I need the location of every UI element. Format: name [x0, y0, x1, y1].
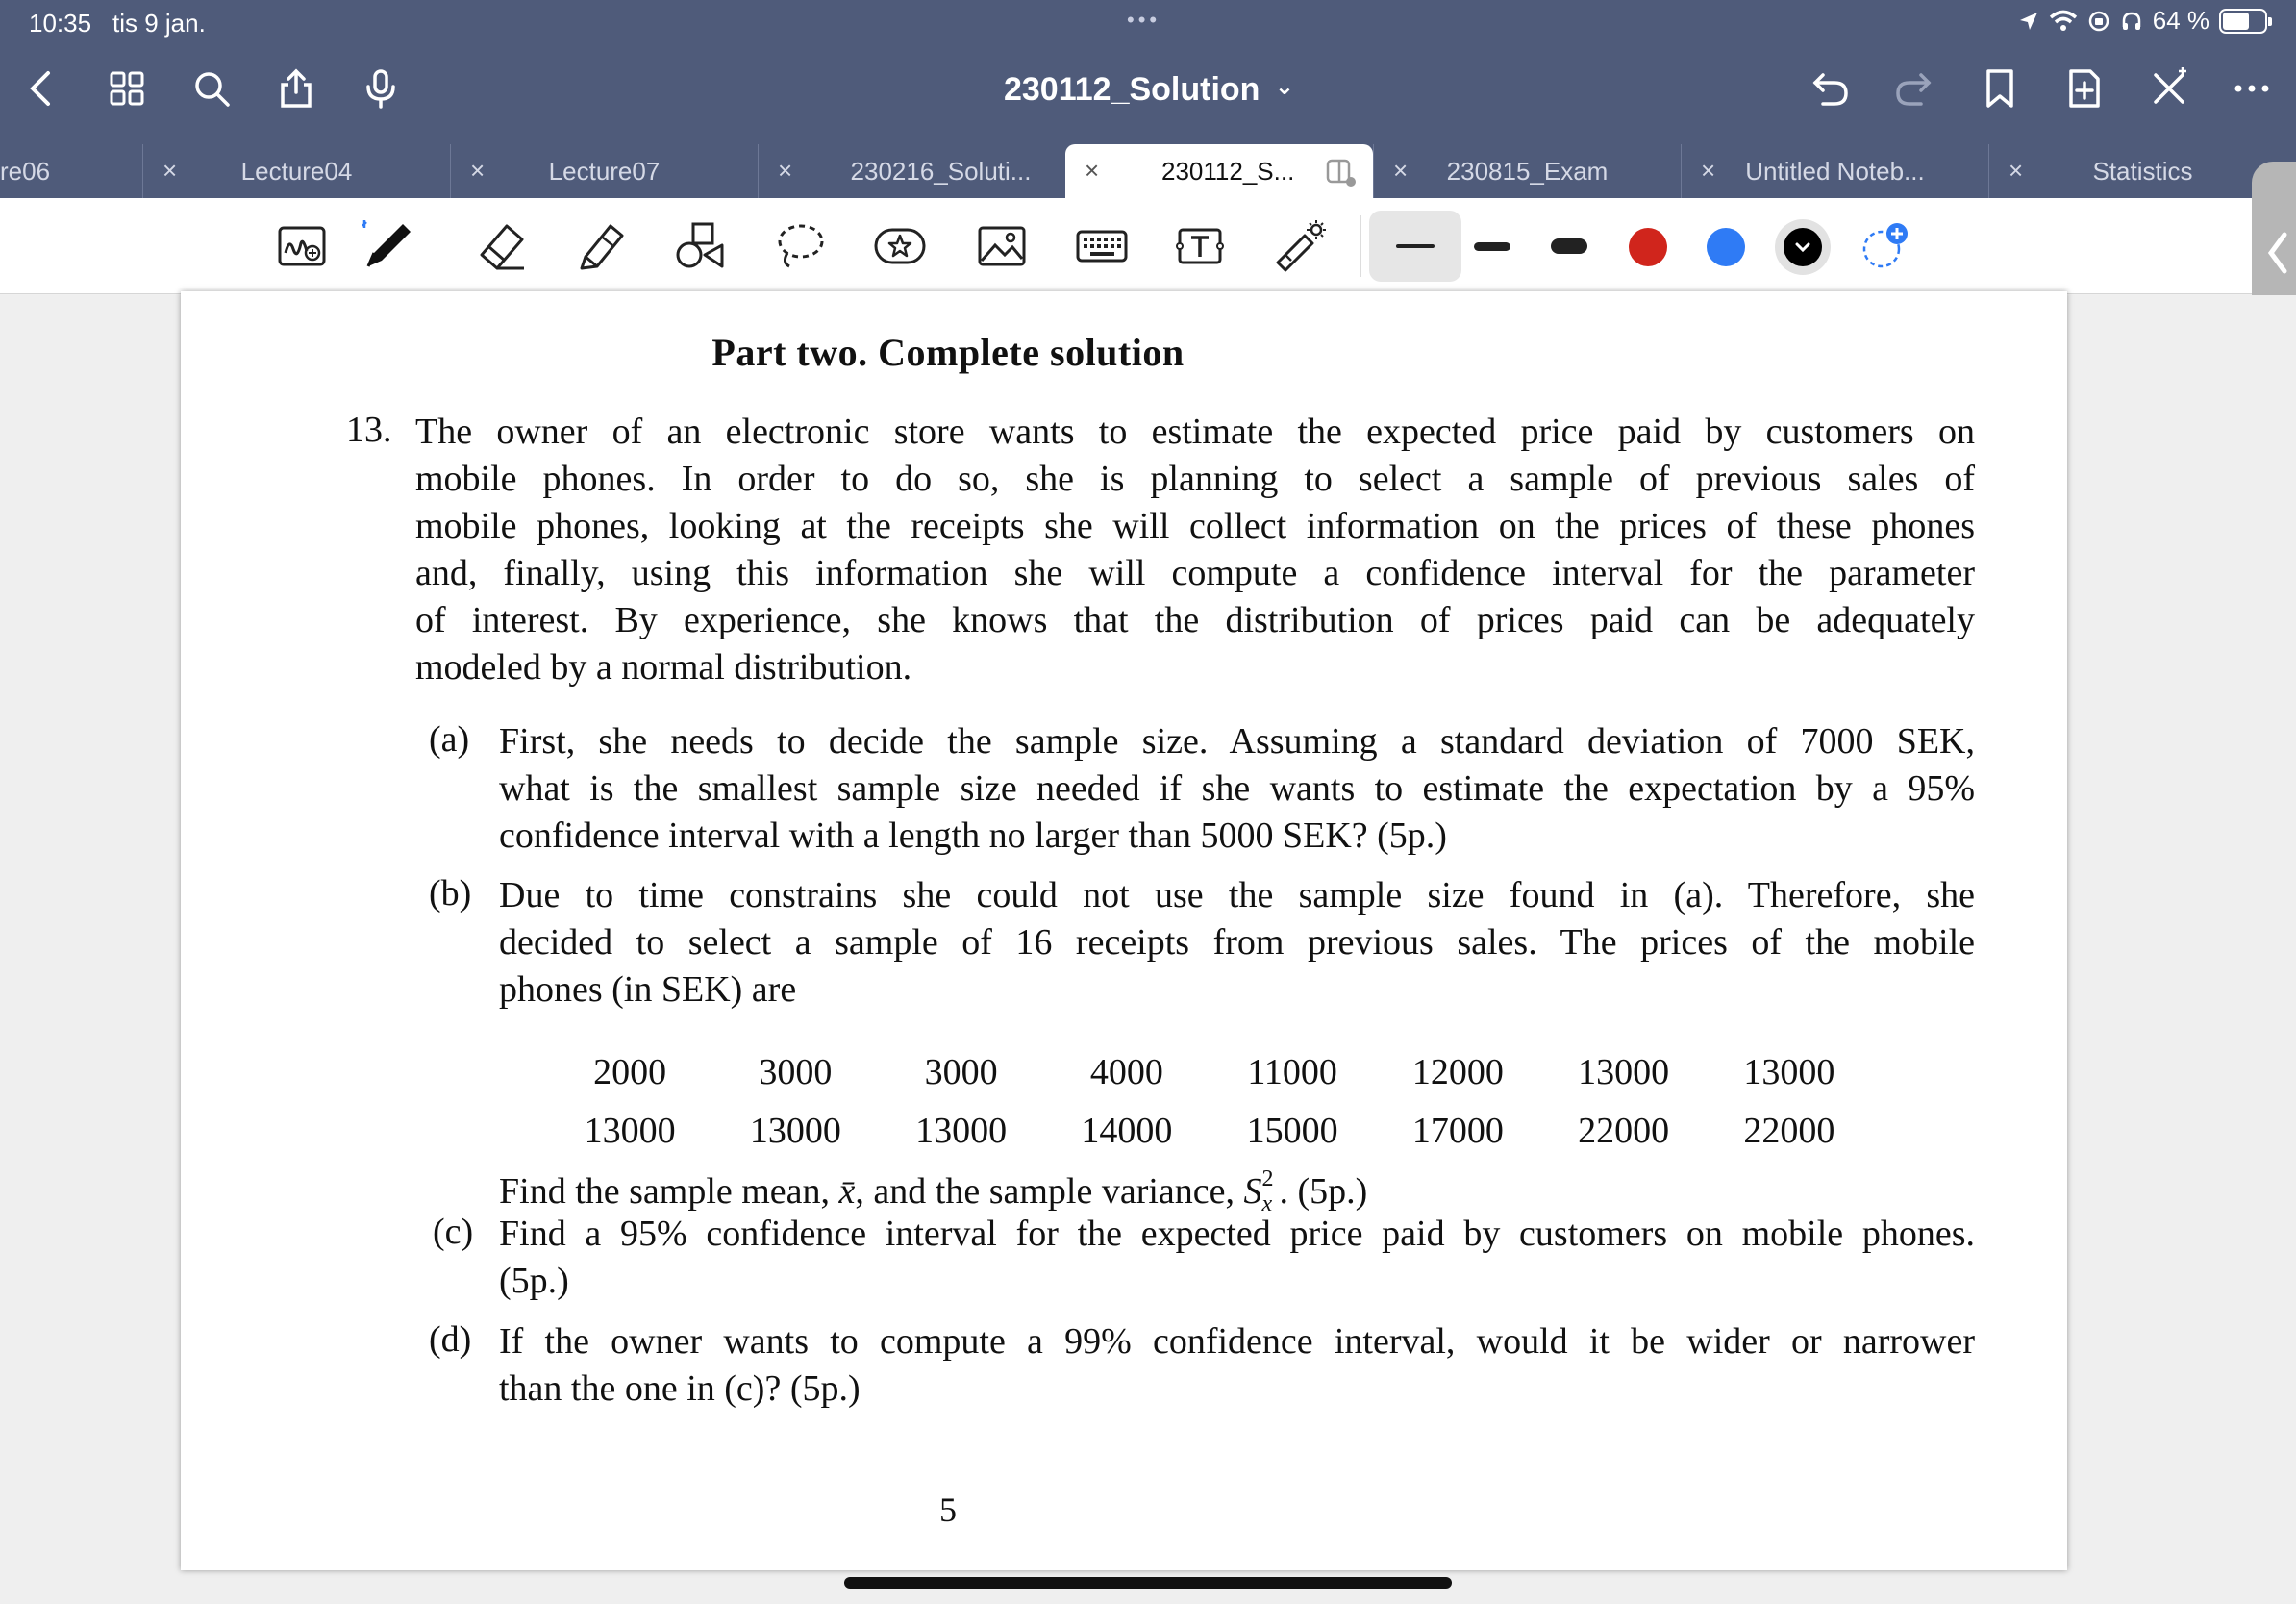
- text-line: than the one in (c)? (5p.): [499, 1368, 861, 1409]
- tab-re06[interactable]: re06: [0, 157, 51, 186]
- home-indicator[interactable]: [844, 1577, 1452, 1589]
- table-cell: 3000: [759, 1051, 833, 1092]
- table-row: [548, 1043, 1871, 1100]
- multitasking-dots-icon[interactable]: •••: [1127, 8, 1161, 32]
- table-cell: 4000: [1089, 1051, 1163, 1092]
- pdf-page[interactable]: [181, 291, 2067, 1570]
- text-line: The owner of an electronic store wants to estimate the expected price paid by customers on: [415, 412, 1975, 452]
- close-edit-icon[interactable]: [2146, 65, 2192, 112]
- table-cell: 14000: [1081, 1110, 1173, 1151]
- tab-lecture07[interactable]: × Lecture07: [450, 144, 758, 198]
- text-line: (5p.): [499, 1261, 569, 1301]
- orientation-lock-icon: [2087, 10, 2110, 33]
- text-line: decided to select a sample of 16 receipts from previous sales. The prices of the mobile: [499, 922, 1975, 963]
- handwriting-zoom-icon[interactable]: [271, 215, 333, 277]
- table-cell: 13000: [915, 1110, 1008, 1151]
- tab-230815-exam[interactable]: × 230815_Exam: [1373, 144, 1681, 198]
- tab-strip: [0, 138, 2296, 198]
- status-date: tis 9 jan.: [112, 9, 206, 38]
- microphone-icon[interactable]: [358, 65, 404, 112]
- tab-close-icon[interactable]: ×: [2009, 156, 2024, 185]
- table-cell: 13000: [749, 1110, 841, 1151]
- question-number: 13.: [346, 410, 392, 450]
- chevron-left-icon: [2263, 229, 2292, 277]
- xbar-symbol: x̄: [838, 1171, 856, 1212]
- pen-tool-icon[interactable]: [358, 215, 419, 277]
- table-row: [548, 1102, 1871, 1159]
- text-line: First, she needs to decide the sample size. Assuming a standard deviation of 7000 SEK,: [499, 721, 1975, 762]
- tab-230216-solution[interactable]: × 230216_Soluti...: [758, 144, 1065, 198]
- item-a-text: [499, 718, 1975, 860]
- more-options-icon[interactable]: [2229, 65, 2275, 112]
- table-cell: 2000: [593, 1051, 667, 1092]
- color-swatch-black-selected[interactable]: [1775, 219, 1831, 275]
- redo-icon[interactable]: [1890, 65, 1936, 112]
- part-title: Part two. Complete solution: [711, 331, 1185, 374]
- text-line: Due to time constrains she could not use the sample size found in (a). Therefore, she: [499, 875, 1975, 915]
- tab-close-icon[interactable]: ×: [162, 156, 178, 185]
- tab-close-icon[interactable]: ×: [1085, 156, 1100, 185]
- table-cell: 12000: [1411, 1051, 1504, 1092]
- sticker-icon[interactable]: [869, 215, 931, 277]
- tab-230112-solution[interactable]: × 230112_S...: [1065, 144, 1373, 198]
- add-color-icon[interactable]: [1854, 215, 1915, 277]
- battery-percentage: 64 %: [2152, 6, 2209, 35]
- table-cell: 13000: [584, 1110, 676, 1151]
- annotation-toolbar: [0, 198, 2296, 294]
- image-icon[interactable]: [971, 215, 1033, 277]
- table-cell: 3000: [924, 1051, 998, 1092]
- battery-icon: [2219, 9, 2267, 34]
- wifi-icon: [2049, 10, 2078, 33]
- status-bar: [0, 0, 2296, 44]
- page-number: 5: [939, 1491, 957, 1529]
- shapes-icon[interactable]: [669, 215, 731, 277]
- undo-icon[interactable]: [1808, 65, 1854, 112]
- tab-untitled-notebook[interactable]: × Untitled Noteb...: [1681, 144, 1988, 198]
- prices-table: [546, 1041, 1873, 1161]
- stroke-thin-option[interactable]: [1369, 211, 1461, 282]
- text-line: what is the smallest sample size needed if she wants to estimate the expectation by a 95%: [499, 768, 1975, 809]
- navigation-bar: [0, 44, 2296, 144]
- s-symbol: S: [1243, 1171, 1262, 1212]
- highlighter-icon[interactable]: [569, 215, 631, 277]
- table-cell: 11000: [1247, 1051, 1337, 1092]
- table-cell: 13000: [1578, 1051, 1670, 1092]
- status-indicators: [2018, 6, 2267, 36]
- table-cell: 17000: [1411, 1110, 1504, 1151]
- tab-lecture04[interactable]: × Lecture04: [142, 144, 450, 198]
- text-line: phones (in SEK) are: [499, 969, 797, 1010]
- tab-close-icon[interactable]: ×: [778, 156, 793, 185]
- text-line: mobile phones, looking at the receipts she will collect information on the prices of these phones: [415, 506, 1975, 546]
- eraser-icon[interactable]: [471, 215, 533, 277]
- item-d-text: [499, 1318, 1975, 1413]
- text-line: modeled by a normal distribution.: [415, 647, 912, 688]
- table-cell: 15000: [1246, 1110, 1338, 1151]
- item-label-d: (d): [429, 1319, 472, 1360]
- chevron-down-icon: [1794, 240, 1811, 254]
- find-mean-variance-text: Find the sample mean, x̄, and the sample variance, S 2 x . (5p.): [499, 1166, 1368, 1216]
- grid-view-icon[interactable]: [104, 65, 150, 112]
- location-icon: [2018, 11, 2039, 32]
- tab-close-icon[interactable]: ×: [1701, 156, 1716, 185]
- lasso-icon[interactable]: [769, 215, 831, 277]
- title-chevron-down-icon[interactable]: ⌄: [1274, 74, 1295, 100]
- text-line: of interest. By experience, she knows that the distribution of prices paid can be adequately: [415, 600, 1975, 640]
- item-label-b: (b): [429, 873, 472, 914]
- share-icon[interactable]: [273, 65, 319, 112]
- back-chevron-icon[interactable]: [19, 65, 65, 112]
- item-b-text: [499, 872, 1975, 1014]
- item-c-text: [499, 1211, 1975, 1305]
- color-swatch-blue[interactable]: [1707, 228, 1745, 266]
- stroke-medium-option[interactable]: [1461, 215, 1523, 277]
- text-line: confidence interval with a length no larger than 5000 SEK? (5p.): [499, 815, 1447, 856]
- text-line: If the owner wants to compute a 99% confidence interval, would it be wider or narrower: [499, 1321, 1975, 1362]
- keyboard-icon[interactable]: [1071, 215, 1133, 277]
- s-scripts: 2 x: [1261, 1166, 1274, 1216]
- document-canvas[interactable]: [0, 295, 2296, 1604]
- status-time: 10:35: [29, 9, 92, 38]
- tab-close-icon[interactable]: ×: [1393, 156, 1409, 185]
- table-cell: 22000: [1743, 1110, 1835, 1151]
- bookmark-icon[interactable]: [1977, 65, 2023, 112]
- text-line: mobile phones. In order to do so, she is planning to select a sample of previous sales of: [415, 459, 1975, 499]
- tab-statistics[interactable]: × Statistics: [1988, 144, 2296, 198]
- text-box-icon[interactable]: [1169, 215, 1231, 277]
- laser-pointer-icon[interactable]: [1269, 215, 1331, 277]
- text-line: Find a 95% confidence interval for the expected price paid by customers on mobile phones.: [499, 1214, 1975, 1254]
- question-13-text: [415, 409, 1975, 691]
- headphones-icon: [2120, 10, 2143, 33]
- tab-close-icon[interactable]: ×: [470, 156, 486, 185]
- item-label-c: (c): [433, 1212, 474, 1252]
- toolbar-divider: [1360, 215, 1361, 277]
- color-swatch-red[interactable]: [1629, 228, 1667, 266]
- search-icon[interactable]: [188, 65, 235, 112]
- text-line: and, finally, using this information she will compute a confidence interval for the parameter: [415, 553, 1975, 593]
- document-title[interactable]: 230112_Solution ⌄: [1003, 71, 1295, 108]
- table-cell: 13000: [1743, 1051, 1835, 1092]
- top-chrome: [0, 0, 2296, 144]
- item-label-a: (a): [429, 719, 470, 760]
- add-page-icon[interactable]: [2061, 65, 2108, 112]
- split-view-icon[interactable]: [1325, 156, 1358, 188]
- table-cell: 22000: [1578, 1110, 1670, 1151]
- stroke-thick-option[interactable]: [1538, 215, 1600, 277]
